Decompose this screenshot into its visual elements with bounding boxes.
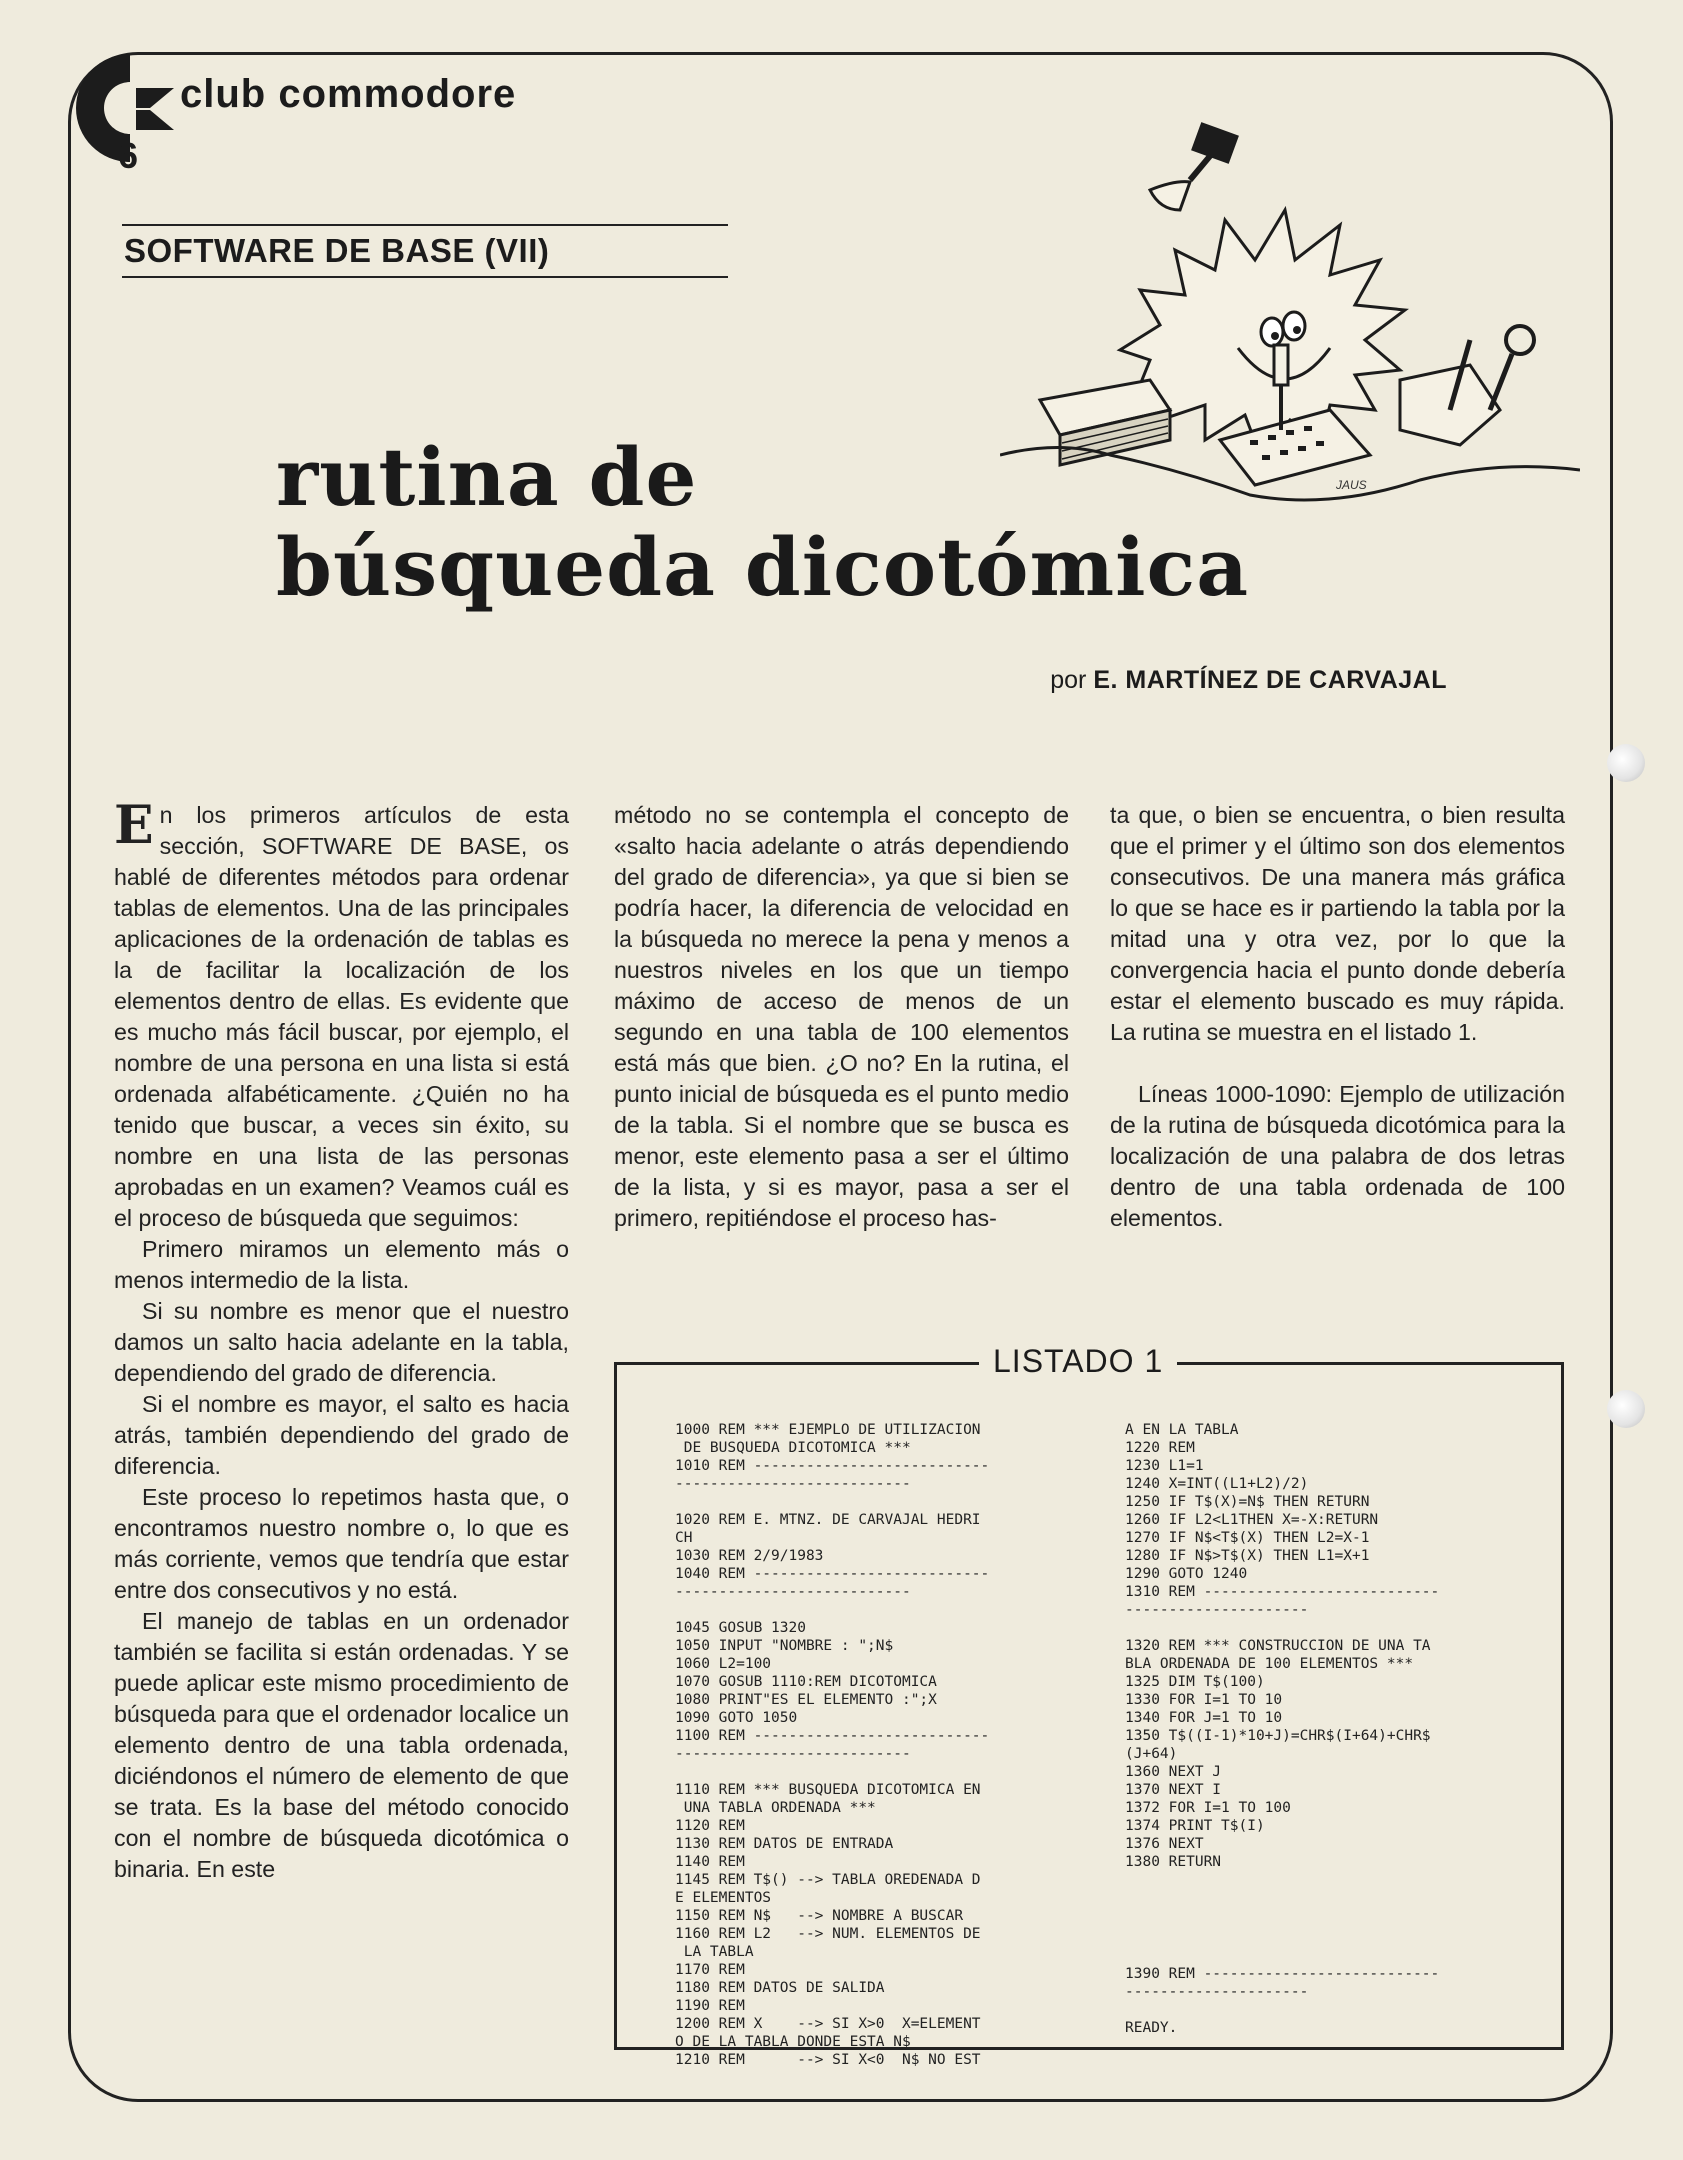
paragraph: ta que, o bien se encuentra, o bien resulta que el primer y el último son dos elementos consecutivos. De una manera más gráfica lo que se hace es ir partiendo la tabla por la mitad una y otra vez, por lo que la convergencia hacia el punto donde debería estar el elemento buscado es muy rápida. La rutina se muestra en el listado 1. <box>1110 802 1565 1045</box>
club-title: club commodore <box>180 72 517 116</box>
section-title: SOFTWARE DE BASE (VII) <box>122 224 728 278</box>
byline-prefix: por <box>1050 666 1087 694</box>
paragraph: n los primeros artículos de esta sección, SOFTWARE DE BASE, os hablé de diferentes métodos para ordenar tablas de elementos. Una de las principales aplicaciones de la ordenación de tablas es la de facilitar la localización de los elementos dentro de ellas. Es evidente que es mucho más fácil buscar, por ejemplo, el nombre de una persona en una lista si está ordenada alfabéticamente. ¿Quién no ha tenido que buscar, a veces sin éxito, su nombre en una lista de las personas aprobadas en un examen? Veamos cuál es el proceso de búsqueda que seguimos: <box>114 802 569 1231</box>
listing-title: LISTADO 1 <box>979 1343 1177 1380</box>
article-title <box>276 432 1249 612</box>
listing-code-left: 1000 REM *** EJEMPLO DE UTILIZACION DE BUSQUEDA DICOTOMICA *** 1010 REM --------------------------- --------------------------- 1020 REM E. MTNZ. DE CARVAJAL HEDRI CH 1030 REM 2/9/1983 1040 REM --------------------------- --------------------------- 1045 GOSUB 1320 1050 INPUT "NOMBRE : ";N$ 1060 L2=100 1070 GOSUB 1110:REM DICOTOMICA 1080 PRINT"ES EL ELEMENTO :";X 1090 GOTO 1050 1100 REM --------------------------- --------------------------- 1110 REM *** BUSQUEDA DICOTOMICA EN UNA TABLA ORDENADA *** 1120 REM 1130 REM DATOS DE ENTRADA 1140 REM 1145 REM T$() --> TABLA OREDENADA D E ELEMENTOS 1150 REM N$ --> NOMBRE A BUSCAR 1160 REM L2 --> NUM. ELEMENTOS DE LA TABLA 1170 REM 1180 REM DATOS DE SALIDA 1190 REM 1200 REM X --> SI X>0 X=ELEMENT O DE LA TABLA DONDE ESTA N$ 1210 REM --> SI X<0 N$ NO EST <box>675 1422 990 2068</box>
article-title-line1: rutina de <box>276 430 698 524</box>
article-column-3 <box>1110 800 1565 1234</box>
page-number: 6 <box>118 135 139 176</box>
paragraph: Líneas 1000-1090: Ejemplo de utilización de la rutina de búsqueda dicotómica para la localización de una palabra de dos letras dentro de una tabla ordenada de 100 elementos. <box>1110 1081 1565 1231</box>
dropcap: E <box>114 795 154 856</box>
listing-code-right: A EN LA TABLA 1220 REM 1230 L1=1 1240 X=INT((L1+L2)/2) 1250 IF T$(X)=N$ THEN RETURN 1260 IF L2<L1THEN X=-X:RETURN 1270 IF N$<T$(X) THEN L2=X-1 1280 IF N$>T$(X) THEN L1=X+1 1290 GOTO 1240 1310 REM --------------------------- --------------------- 1320 REM *** CONSTRUCCION DE UNA TA BLA ORDENADA DE 100 ELEMENTOS *** 1325 DIM T$(100) 1330 FOR I=1 TO 10 1340 FOR J=1 TO 10 1350 T$((I-1)*10+J)=CHR$(I+64)+CHR$ (J+64) 1360 NEXT J 1370 NEXT I 1372 FOR I=1 TO 100 1374 PRINT T$(I) 1376 NEXT 1380 RETURN <box>1125 1422 1440 1870</box>
paragraph: El manejo de tablas en un ordenador también se facilita si están ordenadas. Y se puede aplicar este mismo procedimiento de búsqueda para que el ordenador localice un elemento dentro de una tabla ordenada, diciéndonos el número de elemento de que se trata. Es la base del método conocido con el nombre de búsqueda dicotómica o binaria. En este <box>114 1608 569 1882</box>
paragraph: Si el nombre es mayor, el salto es hacia atrás, también dependiendo del grado de diferencia. <box>114 1391 569 1479</box>
byline-author: E. MARTÍNEZ DE CARVAJAL <box>1093 666 1447 694</box>
article-column-2 <box>614 800 1069 1234</box>
code-listing <box>614 1343 1564 2068</box>
paragraph: método no se contempla el concepto de «salto hacia adelante o atrás dependiendo del grado de diferencia», ya que si bien se podría hacer, la diferencia de velocidad en la búsqueda no merece la pena y menos a nuestros niveles en los que un tiempo máximo de acceso de menos de un segundo en una tabla de 100 elementos está más que bien. ¿O no? En la rutina, el punto inicial de búsqueda es el punto medio de la tabla. Si el nombre que se busca es menor, este elemento pasa a ser el último de la lista, y si es mayor, pasa a ser el primero, repitiéndose el proceso has- <box>614 802 1069 1231</box>
paragraph: Primero miramos un elemento más o menos intermedio de la lista. <box>114 1236 569 1293</box>
binder-hole-bottom <box>1607 1390 1645 1428</box>
byline <box>1050 666 1447 695</box>
paragraph: Si su nombre es menor que el nuestro damos un salto hacia adelante en la tabla, dependiendo del grado de diferencia. <box>114 1298 569 1386</box>
paragraph: Este proceso lo repetimos hasta que, o encontramos nuestro nombre o, lo que es más corriente, vemos que tendría que estar entre dos consecutivos y no está. <box>114 1484 569 1603</box>
listing-code-end: 1390 REM --------------------------- --------------------- READY. <box>1125 1966 1440 2036</box>
article-title-line2: búsqueda dicotómica <box>276 520 1250 614</box>
binder-hole-top <box>1607 744 1645 782</box>
illustration-signature: JAUS <box>1336 478 1367 492</box>
article-column-1 <box>114 795 569 1885</box>
